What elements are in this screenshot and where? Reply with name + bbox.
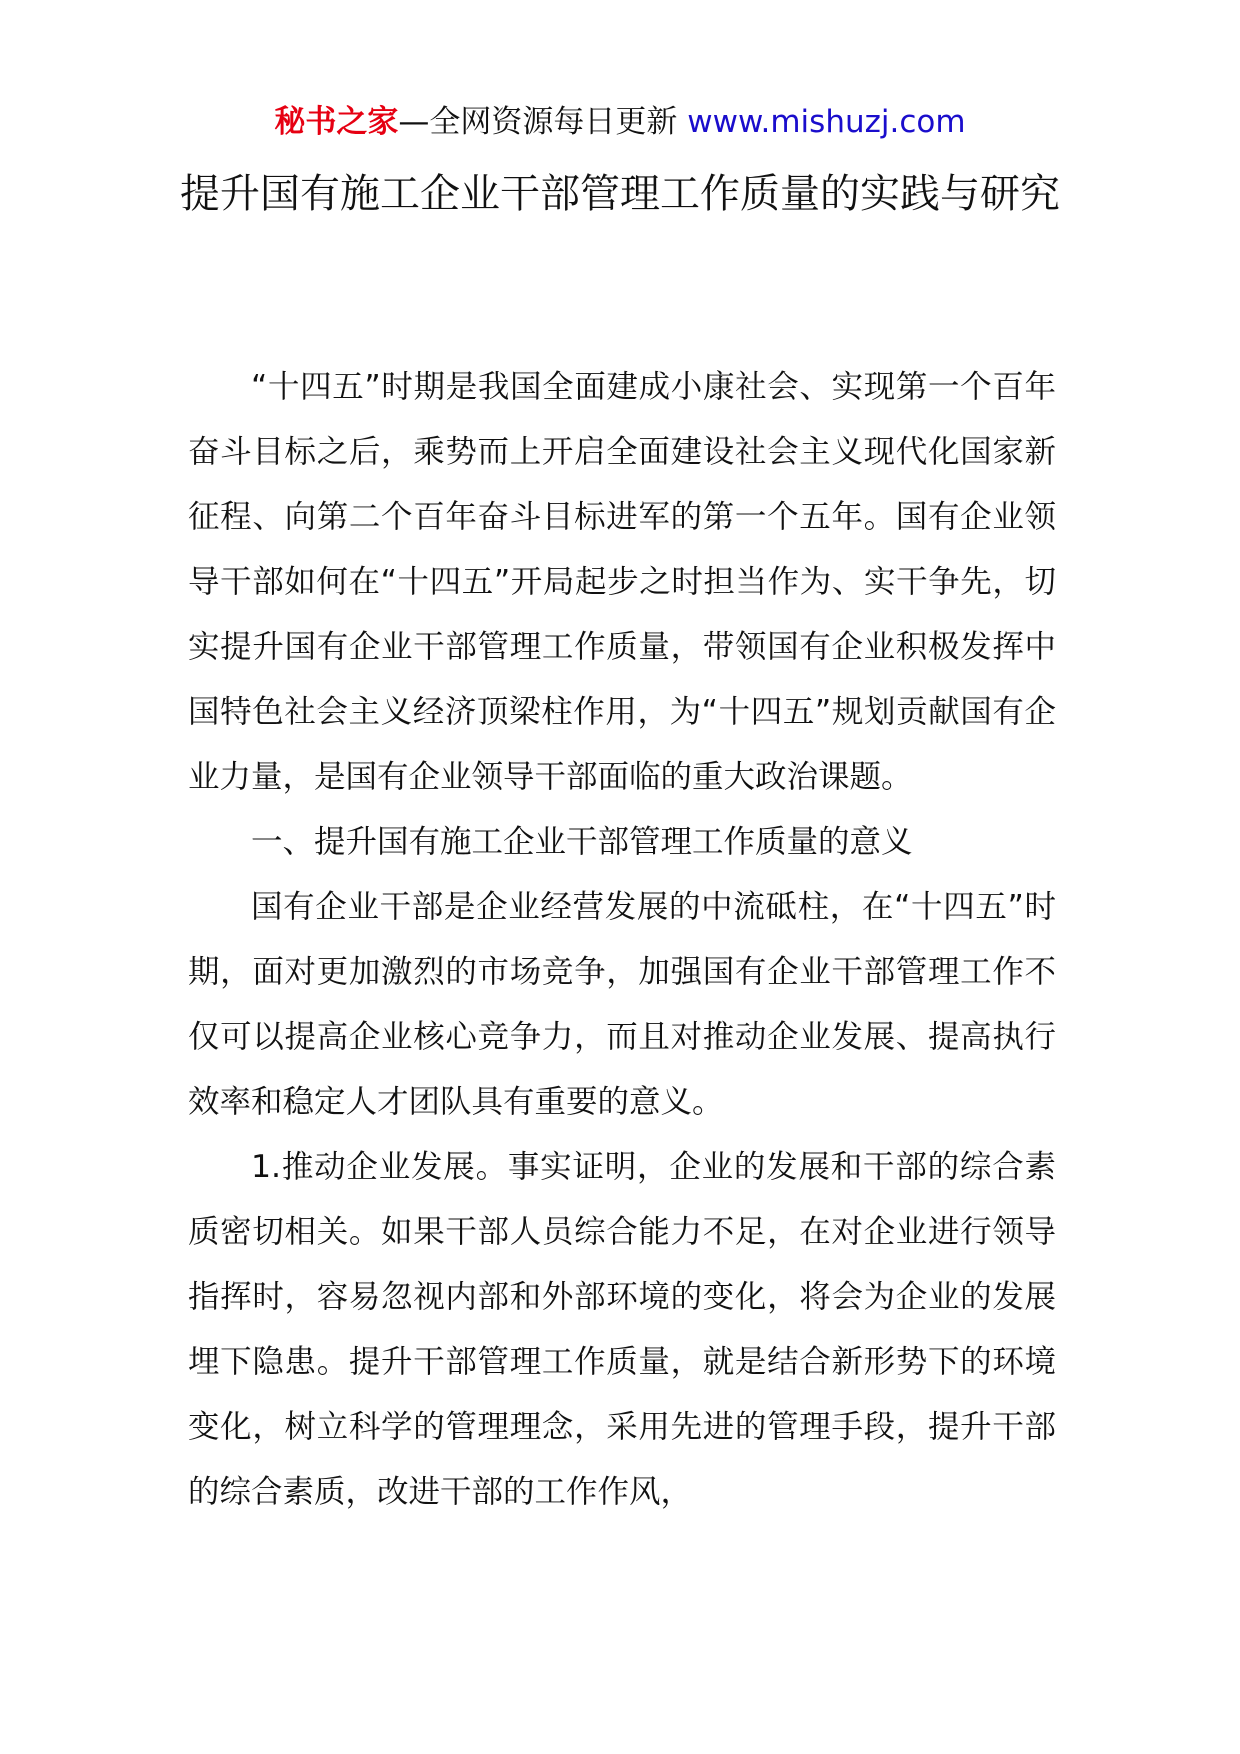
document-body [188,355,1056,1525]
page-header [0,100,1240,144]
document-title: 提升国有施工企业干部管理工作质量的实践与研究 [180,171,1060,217]
paragraph-point-1: 1.推动企业发展。事实证明，企业的发展和干部的综合素质密切相关。如果干部人员综合能力不足，在对企业进行领导指挥时，容易忽视内部和外部环境的变化，将会为企业的发展埋下隐患。提升干部管理工作质量，就是结合新形势下的环境变化，树立科学的管理理念，采用先进的管理手段，提升干部的综合素质，改进干部的工作作风， [188,1149,1056,1510]
paragraph-intro: “十四五”时期是我国全面建成小康社会、实现第一个百年奋斗目标之后，乘势而上开启全面建设社会主义现代化国家新征程、向第二个百年奋斗目标进军的第一个五年。国有企业领导干部如何在“十四五”开局起步之时担当作为、实干争先，切实提升国有企业干部管理工作质量，带领国有企业积极发挥中国特色社会主义经济顶梁柱作用，为“十四五”规划贡献国有企业力量，是国有企业领导干部面临的重大政治课题。 [188,369,1056,795]
brand-name: 秘书之家 [274,104,399,140]
site-url-link[interactable]: www.mishuzj.com [687,104,966,140]
section-heading: 一、提升国有施工企业干部管理工作质量的意义 [251,824,913,860]
header-tagline: —全网资源每日更新 [398,104,688,140]
paragraph-significance: 国有企业干部是企业经营发展的中流砥柱，在“十四五”时期，面对更加激烈的市场竞争，加强国有企业干部管理工作不仅可以提高企业核心竞争力，而且对推动企业发展、提高执行效率和稳定人才团队具有重要的意义。 [188,889,1056,1120]
